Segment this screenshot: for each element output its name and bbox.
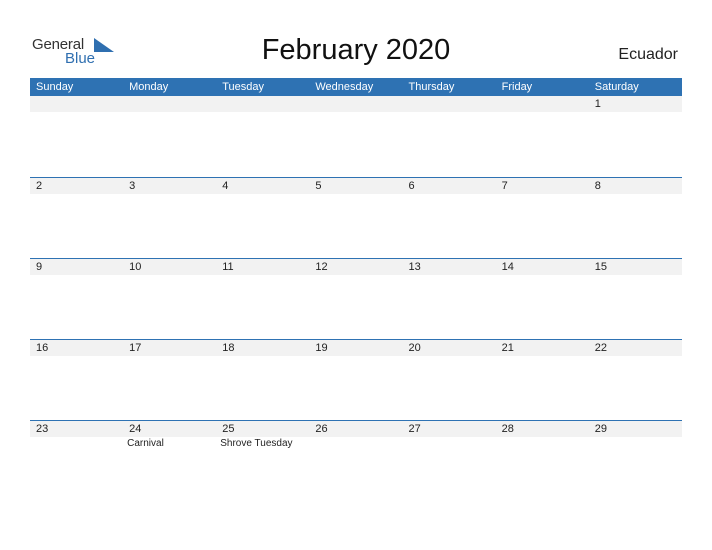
calendar-day-number: 6	[403, 178, 496, 194]
calendar-day-cell	[496, 96, 589, 177]
calendar-week-row	[30, 178, 682, 258]
calendar-day-cell	[496, 259, 589, 339]
calendar-day-number: 9	[30, 259, 123, 275]
calendar-day-number: 22	[589, 340, 682, 356]
calendar-day-number	[403, 96, 496, 112]
calendar-day-cell	[589, 340, 682, 420]
calendar-day-cell	[123, 421, 216, 501]
calendar-day-number: 16	[30, 340, 123, 356]
weekday-friday: Friday	[501, 81, 533, 93]
calendar-day-number: 17	[123, 340, 216, 356]
calendar-day-number: 19	[309, 340, 402, 356]
calendar-week-row	[30, 259, 682, 339]
calendar-day-cell	[589, 96, 682, 177]
calendar-day-number: 28	[496, 421, 589, 437]
weekday-monday: Monday	[129, 81, 169, 93]
weekday-header	[30, 78, 682, 96]
calendar-day-cell	[496, 178, 589, 258]
calendar-day-number	[309, 96, 402, 112]
calendar-day-cell	[123, 178, 216, 258]
calendar-day-number	[496, 96, 589, 112]
calendar-day-cell	[589, 178, 682, 258]
calendar-day-number: 4	[216, 178, 309, 194]
calendar-day-number: 18	[216, 340, 309, 356]
calendar-day-cell	[309, 421, 402, 501]
calendar-day-number: 24	[123, 421, 216, 437]
calendar-day-cell	[403, 96, 496, 177]
calendar-day-cell	[403, 421, 496, 501]
calendar-week-row	[30, 96, 682, 177]
calendar-day-cell	[403, 178, 496, 258]
calendar-day-cell	[30, 421, 123, 501]
calendar-day-cell	[216, 96, 309, 177]
calendar-day-number: 11	[216, 259, 309, 275]
calendar-day-cell	[309, 259, 402, 339]
calendar-day-cell	[496, 421, 589, 501]
calendar-day-cell	[123, 340, 216, 420]
country-label: Ecuador	[618, 46, 678, 63]
weekday-wednesday: Wednesday	[315, 81, 374, 93]
calendar-day-number: 8	[589, 178, 682, 194]
calendar-day-cell	[123, 96, 216, 177]
calendar-day-number: 2	[30, 178, 123, 194]
calendar-week	[30, 96, 682, 177]
calendar-week	[30, 339, 682, 420]
holiday-label: Carnival	[127, 438, 164, 449]
logo-text-general: General	[32, 36, 84, 53]
calendar-weeks	[30, 96, 682, 501]
calendar-day-cell	[216, 259, 309, 339]
calendar-day-number: 13	[403, 259, 496, 275]
holiday-label: Shrove Tuesday	[220, 438, 293, 449]
calendar-day-cell	[309, 178, 402, 258]
calendar-day-cell	[403, 340, 496, 420]
calendar-day-number: 12	[309, 259, 402, 275]
calendar-week	[30, 177, 682, 258]
calendar-day-number	[123, 96, 216, 112]
calendar-grid	[30, 78, 682, 501]
calendar-day-cell	[589, 421, 682, 501]
calendar-day-number: 26	[309, 421, 402, 437]
calendar-day-number: 23	[30, 421, 123, 437]
calendar-day-number: 15	[589, 259, 682, 275]
calendar-day-cell	[309, 96, 402, 177]
calendar-day-number: 1	[589, 96, 682, 112]
calendar-day-cell	[216, 421, 309, 501]
calendar-day-number: 25	[216, 421, 309, 437]
calendar-day-cell	[309, 340, 402, 420]
calendar-day-number: 14	[496, 259, 589, 275]
calendar-week	[30, 258, 682, 339]
calendar-day-cell	[589, 259, 682, 339]
weekday-saturday: Saturday	[594, 81, 639, 93]
weekday-thursday: Thursday	[408, 81, 455, 93]
calendar-day-number: 5	[309, 178, 402, 194]
calendar-week-row	[30, 340, 682, 420]
calendar-day-number: 7	[496, 178, 589, 194]
logo-text-blue: Blue	[65, 50, 96, 67]
calendar-day-cell	[216, 340, 309, 420]
calendar-week-row	[30, 421, 682, 501]
calendar-day-number: 29	[589, 421, 682, 437]
calendar-day-number: 20	[403, 340, 496, 356]
calendar-day-cell	[30, 96, 123, 177]
calendar-day-number: 3	[123, 178, 216, 194]
calendar-day-cell	[123, 259, 216, 339]
page-title: February 2020	[261, 34, 451, 66]
calendar-day-cell	[403, 259, 496, 339]
calendar-day-cell	[30, 178, 123, 258]
calendar-day-cell	[216, 178, 309, 258]
calendar-day-cell	[496, 340, 589, 420]
calendar-day-number	[216, 96, 309, 112]
calendar-day-number: 10	[123, 259, 216, 275]
calendar-day-number: 27	[403, 421, 496, 437]
calendar-day-number	[30, 96, 123, 112]
weekday-tuesday: Tuesday	[222, 81, 265, 93]
calendar-day-cell	[30, 259, 123, 339]
calendar-day-cell	[30, 340, 123, 420]
weekday-sunday: Sunday	[36, 81, 74, 93]
calendar-week	[30, 420, 682, 501]
calendar-day-number: 21	[496, 340, 589, 356]
